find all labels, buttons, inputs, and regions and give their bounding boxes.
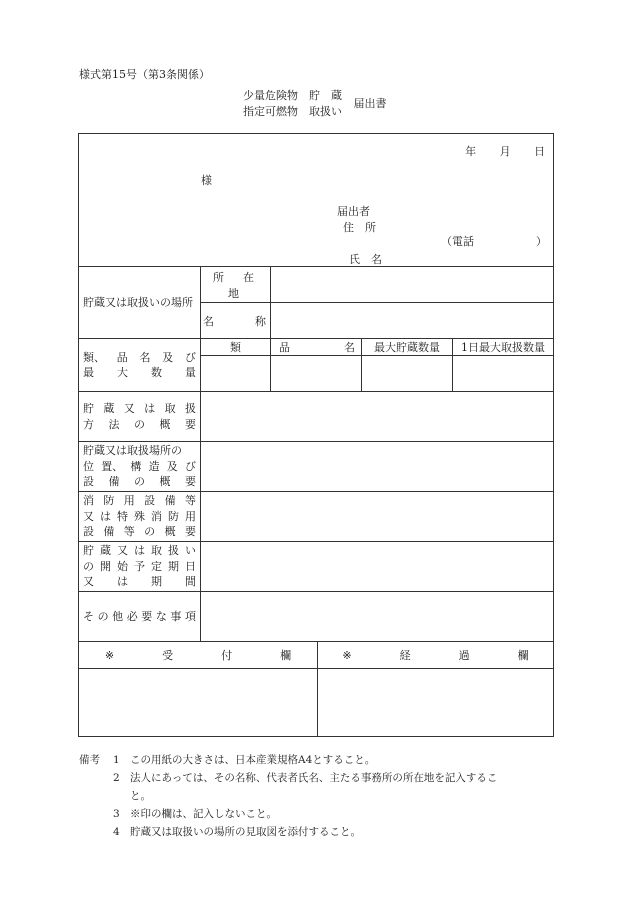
date-l3-0: 又 [83,575,94,589]
type-l1-4: び [185,350,196,364]
progress-header [318,642,554,669]
fire-l1-1: 防 [103,494,115,508]
struct-l3-2: の [134,475,145,489]
applicant-block [337,204,382,268]
note-num: 4 [113,826,120,838]
fire-l3-0: 設 [83,525,94,539]
date-line1 [83,543,196,559]
fire-l1-5: 等 [184,494,196,508]
note-row-2 [79,769,550,787]
structure-field[interactable] [201,442,554,492]
start-date-field[interactable] [201,542,554,592]
start-date-label [79,542,201,592]
address-label: 住 所 [343,221,376,234]
applicant-label: 届出者 [337,205,370,218]
date-l2-5: 期 [168,559,179,573]
progress-c3: 欄 [517,649,529,662]
method-l2-0: 方 [83,417,94,431]
progress-c2: 過 [458,649,470,662]
title-line1-a: 少量危険物 [243,89,298,102]
title-suffix: 届出書 [353,97,387,110]
method-l1-2: 又 [123,402,135,415]
other-l1-0: そ [83,609,94,623]
other-l1-7: 項 [184,609,196,623]
phone-open: （電話 [441,235,474,248]
type-l1-3: 及 [162,350,174,364]
date-l3-3: 間 [185,575,196,589]
struct-l3-3: 概 [159,475,171,489]
date-line [445,143,545,159]
fire-l3-2: 等 [123,525,135,539]
max-store-field[interactable] [362,356,453,392]
day-label: 日 [534,145,546,158]
type-l1-0: 類、 [83,350,105,364]
date-l1-2: 又 [117,544,128,558]
other-matters-field[interactable] [201,592,554,642]
fire-l1-0: 消 [83,494,94,508]
date-l1-5: 扱 [168,544,179,558]
recipient-suffix: 様 [201,174,212,187]
fire-l1-2: 用 [123,494,135,508]
struct-l2-5: び [184,459,196,473]
fire-l1-3: 設 [144,494,156,508]
header-cell[interactable] [79,134,554,267]
note-text: この用紙の大きさは、日本産業規格A4とすること。 [130,754,376,766]
col-max-store-header: 最大貯蔵数量 [362,339,453,356]
fire-line2 [83,509,196,525]
fire-l1-4: 備 [164,494,176,508]
name-label: 氏 名 [349,253,382,266]
facility-name-field[interactable] [271,303,554,339]
method-field[interactable] [201,392,554,442]
receipt-mark: ※ [104,649,115,662]
form-title [243,88,387,120]
fire-l2-6: 用 [185,509,196,523]
note-text: 貯蔵又は取扱いの場所の見取図を添付すること。 [130,826,361,838]
struct-l2-0: 位 [83,459,94,473]
note-text: と。 [130,790,151,802]
date-l2-2: 始 [117,559,128,573]
name-sublabel: 名 称 [201,303,271,339]
date-l1-0: 貯 [83,544,94,558]
date-l2-3: 予 [134,559,145,573]
other-l1-4: 要 [141,609,153,623]
receipt-c1: 受 [162,649,174,662]
method-l1-5: 扱 [184,402,196,415]
fire-l2-2: 特 [117,509,128,523]
fire-l2-1: は [100,509,111,523]
remarks [79,751,550,841]
note-num: 1 [113,754,120,766]
fire-equipment-field[interactable] [201,492,554,542]
method-l2-3: 概 [159,417,171,431]
location-label: 貯蔵又は取扱いの場所 [79,267,201,339]
method-l1-4: 取 [164,402,176,415]
date-l1-1: 蔵 [100,544,111,558]
method-label [79,392,201,442]
col-class-header: 類 [201,339,271,356]
struct-line2 [83,459,196,475]
method-line2 [83,417,196,433]
product-name-field[interactable] [271,356,362,392]
method-l2-4: 要 [185,417,196,431]
receipt-field[interactable] [79,669,318,737]
note-row-2-cont [79,787,550,805]
type-l1-1: 品 [116,350,128,364]
fire-l3-3: の [144,525,156,539]
note-num [113,787,130,805]
date-line3 [83,574,196,590]
note-text: ※印の欄は、記入しないこと。 [130,808,277,820]
receipt-c3: 欄 [280,649,292,662]
month-label: 月 [499,145,511,158]
fire-line3 [83,524,196,540]
struct-l2-2: 構 [130,459,142,473]
method-l1-0: 貯 [83,402,94,415]
type-l2-0: 最 [83,366,94,379]
struct-l2-4: 及 [166,459,178,473]
col-hin: 品 [279,341,290,354]
struct-l3-4: 要 [185,475,196,489]
progress-c1: 経 [399,649,411,662]
note-row-4 [79,823,550,841]
method-l2-2: の [134,417,145,431]
title-line2-b: 取扱い [309,105,342,118]
phone-line [441,233,547,249]
struct-l3-1: 備 [108,475,120,489]
address-field[interactable] [271,267,554,303]
date-l2-0: の [83,559,94,573]
fire-l3-5: 要 [184,525,196,539]
date-l2-4: 定 [151,559,162,573]
other-l1-5: な [155,609,167,623]
col-max-daily-header: 1日最大取扱数量 [453,339,554,356]
method-l2-1: 法 [108,417,120,431]
form-number: 様式第15号（第3条関係） [79,68,210,81]
note-num: 3 [113,808,120,820]
struct-l3-0: 設 [83,475,94,489]
struct-line3 [83,474,196,490]
max-daily-field[interactable] [453,356,554,392]
method-l1-1: 蔵 [103,402,115,415]
struct-l2-3: 造 [148,459,160,473]
date-l2-6: 日 [185,559,196,573]
col-name-header [271,339,362,356]
phone-close: ） [536,235,547,248]
title-line2-a: 指定可燃物 [243,105,298,118]
note-num: 2 [113,772,120,784]
date-l3-2: 期 [151,575,162,589]
date-l1-4: 取 [151,544,162,558]
notification-form-table [78,133,554,737]
type-l1-2: 名 [139,350,151,364]
struct-line1 [83,443,196,459]
type-quantity-label [79,339,201,392]
class-field[interactable] [201,356,271,392]
receipt-header [79,642,318,669]
date-line2 [83,559,196,575]
fire-equipment-label [79,492,201,542]
type-label-line1 [83,350,196,366]
note-row-3 [79,805,550,823]
struct-l1-0: 貯蔵又は取扱場所の [83,444,182,458]
other-l1-1: の [97,609,109,623]
method-l1-3: は [144,402,156,415]
type-l2-1: 大 [117,366,128,379]
date-l1-3: は [134,544,145,558]
other-l1-6: 事 [170,609,182,623]
structure-label [79,442,201,492]
address-sublabel: 所 在 地 [201,267,271,303]
other-l1-3: 必 [126,609,138,623]
date-l2-1: 開 [100,559,111,573]
other-l1-2: 他 [112,609,124,623]
receipt-c2: 付 [221,649,233,662]
year-label: 年 [465,145,477,158]
type-label-line2 [83,365,196,381]
fire-l2-4: 消 [151,509,162,523]
method-line1 [83,401,196,417]
other-line1 [83,609,196,625]
other-matters-label [79,592,201,642]
fire-line1 [83,493,196,509]
date-l1-6: い [185,544,196,558]
type-l2-3: 量 [185,366,196,379]
remarks-head: 備考 [79,754,100,766]
progress-field[interactable] [318,669,554,737]
progress-mark: ※ [342,649,352,662]
note-row-1 [79,751,550,769]
fire-l2-5: 防 [168,509,179,523]
title-line1-b: 貯 蔵 [309,89,342,102]
struct-l2-1: 置、 [101,459,124,473]
fire-l2-0: 又 [83,509,94,523]
type-l2-2: 数 [151,366,162,379]
fire-l3-4: 概 [164,525,176,539]
fire-l3-1: 備 [103,525,115,539]
note-text: 法人にあっては、その名称、代表者氏名、主たる事務所の所在地を記入するこ [130,772,498,784]
col-mei: 名 [344,341,355,354]
fire-l2-3: 殊 [134,509,145,523]
date-l3-1: は [117,575,128,589]
